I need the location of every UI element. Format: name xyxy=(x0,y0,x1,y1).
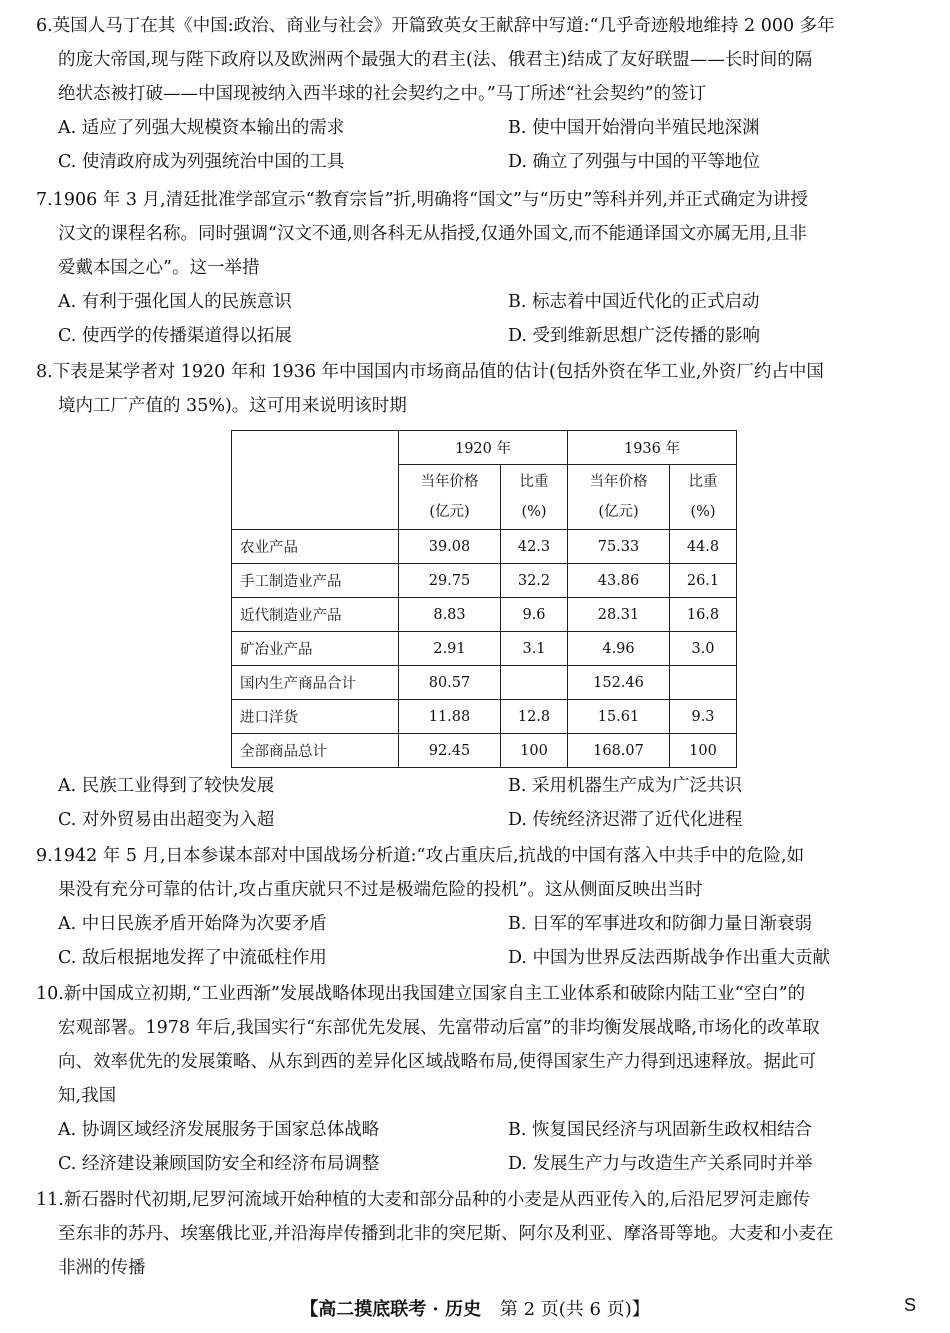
question-9 xyxy=(36,839,916,975)
cell-value-1920: 92.45 xyxy=(399,734,501,768)
header-price-unit: (亿元) xyxy=(429,504,470,520)
header-price-label: 当年价格 xyxy=(420,474,479,490)
question-8 xyxy=(36,355,916,423)
q9-options xyxy=(36,907,916,975)
cell-share-1936: 3.0 xyxy=(670,632,737,666)
q6-line-3: 绝状态被打破——中国现被纳入西半球的社会契约之中。”马丁所述“社会契约”的签订 xyxy=(58,84,707,104)
q6-option-c[interactable]: C. 使清政府成为列强统治中国的工具 xyxy=(58,152,345,172)
q6-line-2: 的庞大帝国,现与陛下政府以及欧洲两个最强大的君主(法、俄君主)结成了友好联盟——长时间的隔 xyxy=(58,50,813,70)
cell-value-1920: 39.08 xyxy=(399,530,501,564)
q8-options xyxy=(36,769,916,837)
table-year-1920: 1920 年 xyxy=(399,431,568,465)
q10-options xyxy=(36,1113,916,1181)
row-label: 进口洋货 xyxy=(232,700,399,734)
cell-share-1920: 32.2 xyxy=(501,564,568,598)
q11-line-1: 11.新石器时代初期,尼罗河流域开始种植的大麦和部分品种的小麦是从西亚传入的,后沿尼罗河走廊传 xyxy=(36,1190,810,1210)
cell-share-1920: 9.6 xyxy=(501,598,568,632)
cell-value-1936: 28.31 xyxy=(568,598,670,632)
question-6 xyxy=(36,9,916,179)
table-row xyxy=(232,530,737,564)
cell-share-1936: 26.1 xyxy=(670,564,737,598)
row-label: 农业产品 xyxy=(232,530,399,564)
q7-options xyxy=(36,285,916,353)
q8-options-block xyxy=(36,769,916,837)
q10-line-2: 宏观部署。1978 年后,我国实行“东部优先发展、先富带动后富”的非均衡发展战略,市场化的改革取 xyxy=(58,1018,820,1038)
table-year-1936: 1936 年 xyxy=(568,431,737,465)
table-header-share-1936 xyxy=(670,465,737,530)
q7-line-1: 7.1906 年 3 月,清廷批准学部宣示“教育宗旨”折,明确将“国文”与“历史”等科并列,并正式确定为讲授 xyxy=(36,190,808,210)
cell-value-1920: 11.88 xyxy=(399,700,501,734)
q10-option-b[interactable]: B. 恢复国民经济与巩固新生政权相结合 xyxy=(508,1120,812,1140)
q9-line-2: 果没有充分可靠的估计,攻占重庆就只不过是极端危险的投机”。这从侧面反映出当时 xyxy=(58,880,703,900)
q7-option-b[interactable]: B. 标志着中国近代化的正式启动 xyxy=(508,292,760,312)
header-price-unit: (亿元) xyxy=(598,504,639,520)
cell-share-1920: 42.3 xyxy=(501,530,568,564)
header-share-label: 比重 xyxy=(688,474,718,490)
table-row xyxy=(232,734,737,768)
q6-option-d[interactable]: D. 确立了列强与中国的平等地位 xyxy=(508,152,761,172)
page-footer xyxy=(0,1295,950,1321)
q8-line-1: 8.下表是某学者对 1920 年和 1936 年中国国内市场商品值的估计(包括外资在华工业,外资厂约占中国 xyxy=(36,362,824,382)
footer-page-number: 第 2 页(共 6 页)】 xyxy=(499,1299,650,1320)
cell-value-1936: 4.96 xyxy=(568,632,670,666)
cell-value-1920: 8.83 xyxy=(399,598,501,632)
cell-share-1936: 9.3 xyxy=(670,700,737,734)
q8-option-a[interactable]: A. 民族工业得到了较快发展 xyxy=(58,776,275,796)
sheet-code: S xyxy=(903,1295,916,1315)
table-row xyxy=(232,700,737,734)
cell-value-1936: 152.46 xyxy=(568,666,670,700)
question-10 xyxy=(36,977,916,1181)
cell-share-1936: 16.8 xyxy=(670,598,737,632)
table-corner-cell xyxy=(232,431,399,530)
q7-option-c[interactable]: C. 使西学的传播渠道得以拓展 xyxy=(58,326,292,346)
cell-share-1936: 44.8 xyxy=(670,530,737,564)
q7-option-a[interactable]: A. 有利于强化国人的民族意识 xyxy=(58,292,292,312)
cell-share-1936 xyxy=(670,666,737,700)
table-header-share-1920 xyxy=(501,465,568,530)
row-label: 矿冶业产品 xyxy=(232,632,399,666)
q8-option-d[interactable]: D. 传统经济迟滞了近代化进程 xyxy=(508,810,743,830)
q9-line-1: 9.1942 年 5 月,日本参谋本部对中国战场分析道:“攻占重庆后,抗战的中国有落入中共手中的危险,如 xyxy=(36,846,805,866)
header-price-label: 当年价格 xyxy=(589,474,648,490)
q6-line-1: 6.英国人马丁在其《中国:政治、商业与社会》开篇致英女王献辞中写道:“几乎奇迹般地维持 2 000 多年 xyxy=(36,16,835,36)
table-header-price-1936 xyxy=(568,465,670,530)
cell-share-1936: 100 xyxy=(670,734,737,768)
q9-option-d[interactable]: D. 中国为世界反法西斯战争作出重大贡献 xyxy=(508,948,831,968)
q6-options xyxy=(36,111,916,179)
q10-option-d[interactable]: D. 发展生产力与改造生产关系同时并举 xyxy=(508,1154,813,1174)
q7-option-d[interactable]: D. 受到维新思想广泛传播的影响 xyxy=(508,326,761,346)
market-value-table xyxy=(231,430,737,768)
q11-line-3: 非洲的传播 xyxy=(58,1258,146,1278)
q9-option-c[interactable]: C. 敌后根据地发挥了中流砥柱作用 xyxy=(58,948,327,968)
cell-value-1936: 168.07 xyxy=(568,734,670,768)
question-7 xyxy=(36,183,916,353)
q7-line-3: 爱戴本国之心”。这一举措 xyxy=(58,258,260,278)
table-row xyxy=(232,666,737,700)
q11-line-2: 至东非的苏丹、埃塞俄比亚,并沿海岸传播到北非的突尼斯、阿尔及利亚、摩洛哥等地。大麦和小麦在 xyxy=(58,1224,834,1244)
q10-option-a[interactable]: A. 协调区域经济发展服务于国家总体战略 xyxy=(58,1120,380,1140)
q10-line-4: 知,我国 xyxy=(58,1086,117,1106)
question-11 xyxy=(36,1183,916,1285)
cell-share-1920: 3.1 xyxy=(501,632,568,666)
q8-option-c[interactable]: C. 对外贸易由出超变为入超 xyxy=(58,810,275,830)
footer-title: 【高二摸底联考 · 历史 xyxy=(300,1299,482,1320)
cell-value-1920: 80.57 xyxy=(399,666,501,700)
cell-value-1920: 29.75 xyxy=(399,564,501,598)
cell-share-1920: 12.8 xyxy=(501,700,568,734)
q9-option-b[interactable]: B. 日军的军事进攻和防御力量日渐衰弱 xyxy=(508,914,812,934)
row-label: 手工制造业产品 xyxy=(232,564,399,598)
q6-option-a[interactable]: A. 适应了列强大规模资本输出的需求 xyxy=(58,118,345,138)
cell-share-1920: 100 xyxy=(501,734,568,768)
q8-option-b[interactable]: B. 采用机器生产成为广泛共识 xyxy=(508,776,742,796)
header-share-unit: (%) xyxy=(690,504,716,520)
cell-value-1936: 43.86 xyxy=(568,564,670,598)
cell-value-1920: 2.91 xyxy=(399,632,501,666)
q10-option-c[interactable]: C. 经济建设兼顾国防安全和经济布局调整 xyxy=(58,1154,380,1174)
q10-line-1: 10.新中国成立初期,“工业西渐”发展战略体现出我国建立国家自主工业体系和破除内陆工业“空白”的 xyxy=(36,984,806,1004)
header-share-unit: (%) xyxy=(521,504,547,520)
cell-value-1936: 15.61 xyxy=(568,700,670,734)
table-header-price-1920 xyxy=(399,465,501,530)
q6-option-b[interactable]: B. 使中国开始滑向半殖民地深渊 xyxy=(508,118,760,138)
table-row xyxy=(232,598,737,632)
table-row xyxy=(232,564,737,598)
q8-line-2: 境内工厂产值的 35%)。这可用来说明该时期 xyxy=(58,396,407,416)
q9-option-a[interactable]: A. 中日民族矛盾开始降为次要矛盾 xyxy=(58,914,327,934)
row-label: 近代制造业产品 xyxy=(232,598,399,632)
header-share-label: 比重 xyxy=(519,474,549,490)
q7-line-2: 汉文的课程名称。同时强调“汉文不通,则各科无从指授,仅通外国文,而不能通译国文亦属无用,且非 xyxy=(58,224,807,244)
table-row xyxy=(232,632,737,666)
cell-value-1936: 75.33 xyxy=(568,530,670,564)
q10-line-3: 向、效率优先的发展策略、从东到西的差异化区域战略布局,使得国家生产力得到迅速释放。据此可 xyxy=(58,1052,817,1072)
row-label: 国内生产商品合计 xyxy=(232,666,399,700)
cell-share-1920 xyxy=(501,666,568,700)
row-label: 全部商品总计 xyxy=(232,734,399,768)
